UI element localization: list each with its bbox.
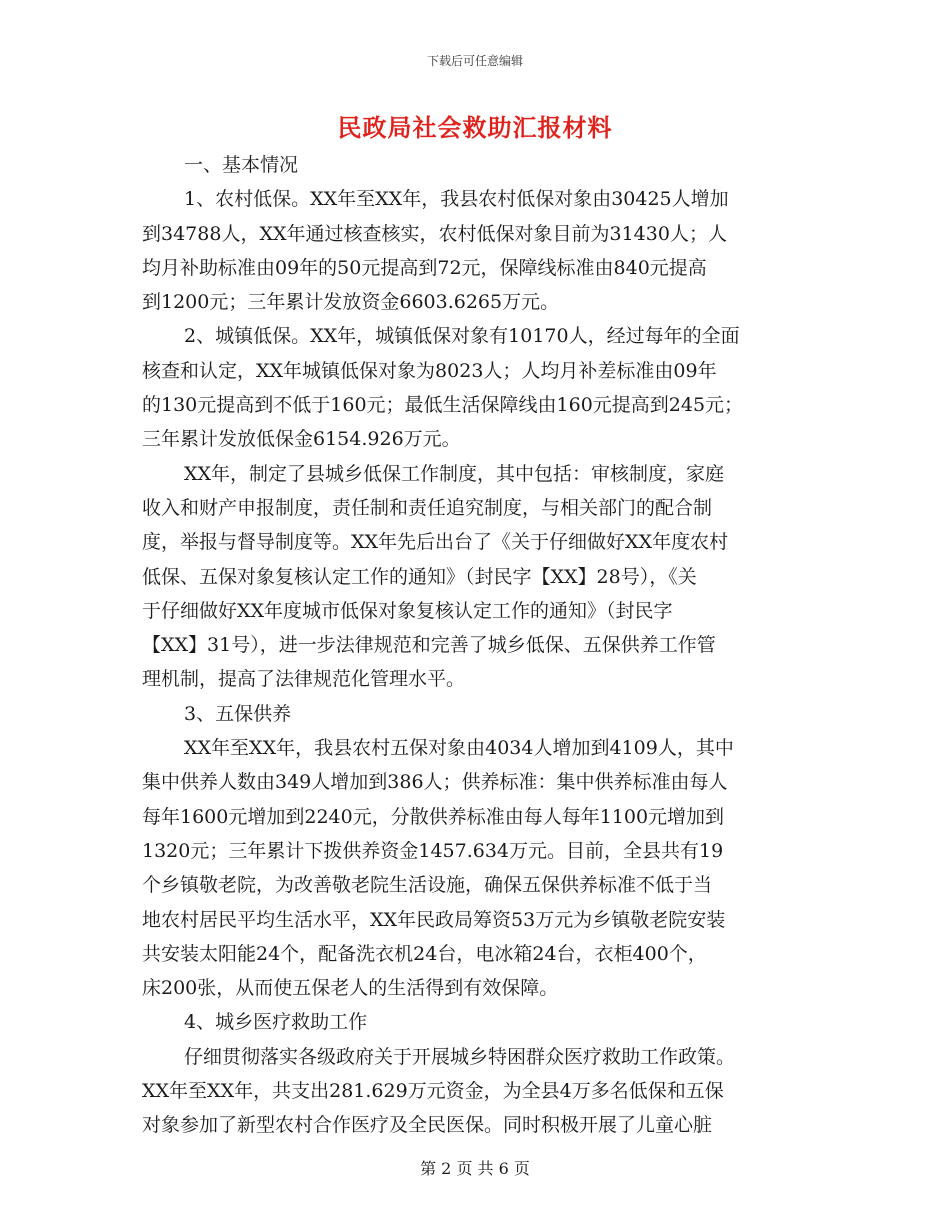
body-text-line: 度，举报与督导制度等。XX年先后出台了《关于仔细做好XX年度农村 xyxy=(142,531,729,554)
document-body xyxy=(142,148,818,1143)
body-text-line: XX年至XX年，我县农村五保对象由4034人增加到4109人，其中 xyxy=(184,737,734,760)
page-number-footer: 第 2 页 共 6 页 xyxy=(420,1159,530,1178)
body-text-line: 均月补助标准由09年的50元提高到72元，保障线标准由840元提高 xyxy=(142,256,707,279)
body-text-line: 【XX】31号），进一步法律规范和完善了城乡低保、五保供养工作管 xyxy=(142,634,716,657)
body-text-line: 收入和财产申报制度，责任制和责任追究制度，与相关部门的配合制 xyxy=(142,496,713,519)
body-text-line: 的130元提高到不低于160元；最低生活保障线由160元提高到245元； xyxy=(142,394,744,417)
body-text-line: 集中供养人数由349人增加到386人；供养标准：集中供养标准由每人 xyxy=(142,771,728,794)
body-text-line: 每年1600元增加到2240元，分散供养标准由每人每年1100元增加到 xyxy=(142,805,725,828)
body-text-line: 核查和认定，XX年城镇低保对象为8023人；人均月补差标准由09年 xyxy=(142,359,717,382)
body-text-line: 三年累计发放低保金6154.926万元。 xyxy=(142,428,461,451)
page-header-note: 下载后可任意编辑 xyxy=(426,54,523,68)
body-text-line: 理机制，提高了法律规范化管理水平。 xyxy=(142,668,466,691)
body-text-line: XX年至XX年，共支出281.629万元资金，为全县4万多名低保和五保 xyxy=(142,1080,724,1103)
body-text-line: 2、城镇低保。XX年，城镇低保对象有10170人，经过每年的全面 xyxy=(184,325,740,348)
body-text-line: 1、农村低保。XX年至XX年，我县农村低保对象由30425人增加 xyxy=(184,188,729,211)
body-text-line: 1320元；三年累计下拨供养资金1457.634万元。目前，全县共有19 xyxy=(142,839,724,862)
body-text-line: 一、基本情况 xyxy=(184,154,299,176)
body-text-line: 仔细贯彻落实各级政府关于开展城乡特困群众医疗救助工作政策。 xyxy=(184,1045,736,1068)
body-text-line: 到1200元；三年累计发放资金6603.6265万元。 xyxy=(142,291,560,314)
body-text-line: 低保、五保对象复核认定工作的通知》（封民字【XX】28号），《关 xyxy=(142,565,697,588)
body-text-line: 个乡镇敬老院，为改善敬老院生活设施，确保五保供养标准不低于当 xyxy=(142,874,713,897)
body-text-line: 床200张，从而使五保老人的生活得到有效保障。 xyxy=(142,977,559,1000)
body-text-line: XX年，制定了县城乡低保工作制度，其中包括：审核制度，家庭 xyxy=(184,462,725,485)
body-text-line: 到34788人，XX年通过核查核实，农村低保对象目前为31430人；人 xyxy=(142,222,727,245)
body-text-line: 对象参加了新型农村合作医疗及全民医保。同时积极开展了儿童心脏 xyxy=(142,1114,713,1137)
document-title: 民政局社会救助汇报材料 xyxy=(337,113,613,142)
body-text-line: 于仔细做好XX年度城市低保对象复核认定工作的通知》（封民字 xyxy=(142,599,673,622)
body-text-line: 地农村居民平均生活水平，XX年民政局筹资53万元为乡镇敬老院安装 xyxy=(142,908,726,931)
body-text-line: 4、城乡医疗救助工作 xyxy=(184,1011,368,1034)
body-text-line: 共安装太阳能24个，配备洗衣机24台，电冰箱24台，衣柜400个， xyxy=(142,942,707,965)
body-text-line: 3、五保供养 xyxy=(184,702,292,725)
